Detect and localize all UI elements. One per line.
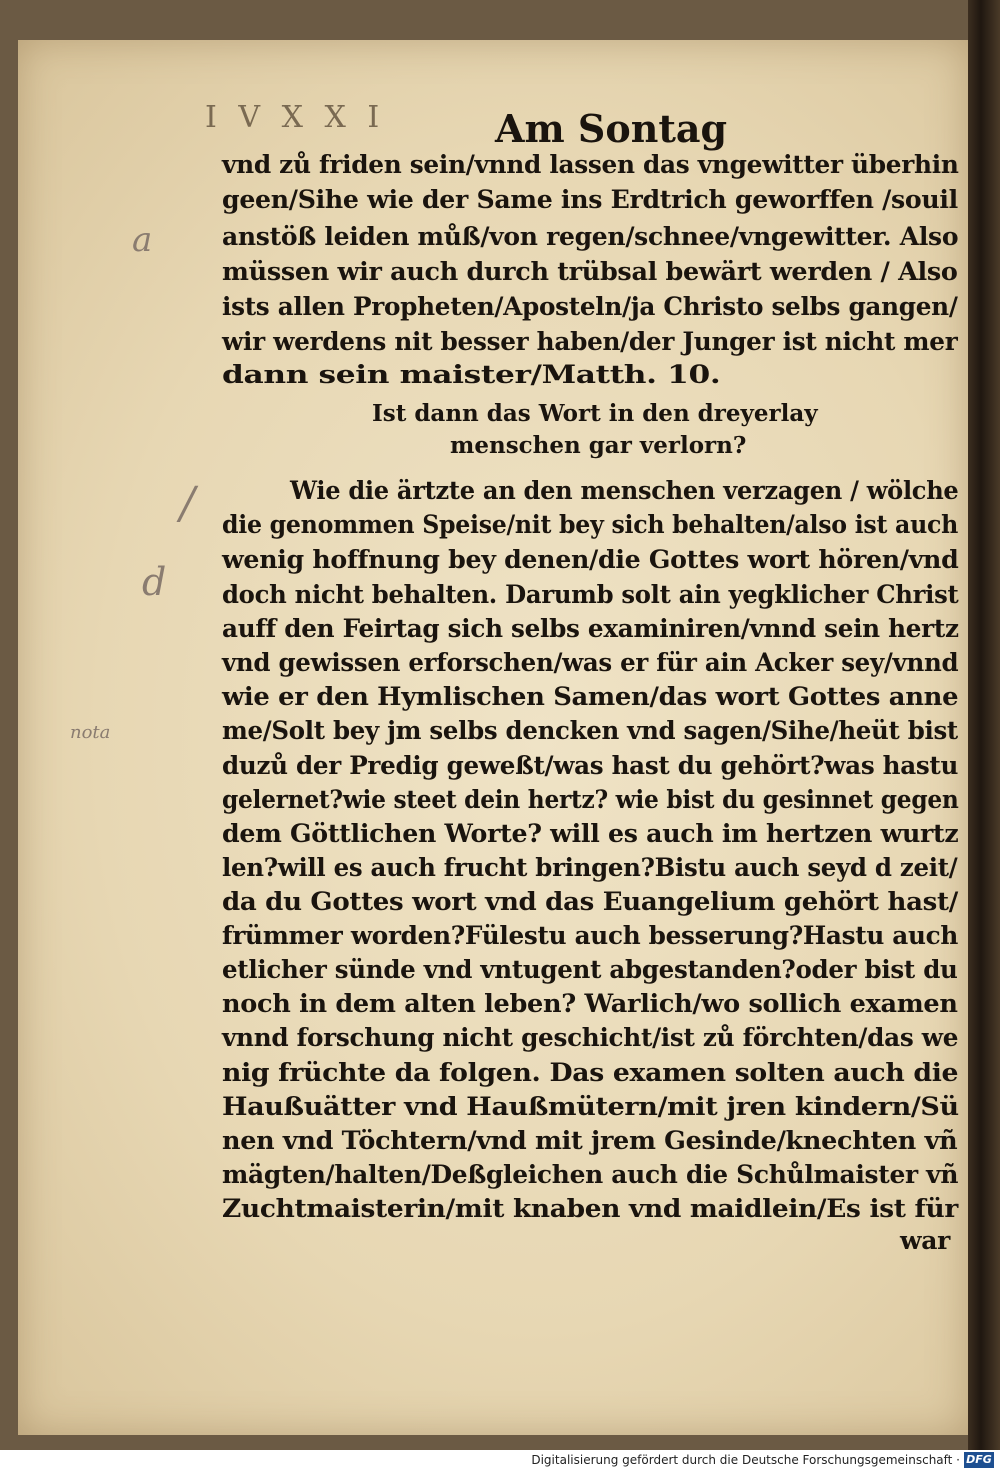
book-binding-edge [968,0,1000,1450]
section-heading-line-1: Ist dann das Wort in den dreyerlay [372,400,818,427]
text-line: auff den Feirtag sich selbs examiniren/vnnd sein hertz [222,614,959,643]
text-line: dem Göttlichen Worte? will es auch im hertzen wurtz [222,819,959,848]
text-line: die genommen Speise/nit bey sich behalten/also ist auch [222,510,959,539]
text-line: Zuchtmaisterin/mit knaben vnd maidlein/Es ist für [222,1194,959,1223]
text-line: vnnd forschung nicht geschicht/ist zů förchten/das we [222,1023,959,1052]
text-line: wenig hoffnung bey denen/die Gottes wort hören/vnd [222,545,959,574]
text-line: frümmer worden?Fülestu auch besserung?Hastu auch [222,921,959,950]
text-line: da du Gottes wort vnd das Euangelium gehört hast/ [222,887,958,916]
section-heading-line-2: menschen gar verlorn? [450,432,747,459]
text-line: me/Solt bey jm selbs dencken vnd sagen/Sihe/heüt bist [222,716,958,745]
text-line: anstöß leiden můß/von regen/schnee/vngewitter. Also [222,222,959,251]
text-line: noch in dem alten leben? Warlich/wo sollich examen [222,989,958,1018]
text-line: vnd zů friden sein/vnnd lassen das vngewitter überhin [222,150,959,179]
text-line: müssen wir auch durch trübsal bewärt werden / Also [222,257,958,286]
text-line: wir werdens nit besser haben/der Junger ist nicht mer [222,327,958,356]
margin-note-d: d [142,560,167,604]
folio-number: I V X X I [205,100,386,135]
text-line: duzů der Predig geweßt/was hast du gehört?was hastu [222,751,959,780]
text-line: doch nicht behalten. Darumb solt ain yegklicher Christ [222,580,959,609]
text-line: ists allen Propheten/Aposteln/ja Christo selbs gangen/ [222,292,958,321]
margin-note-nota: nota [70,722,111,743]
margin-note-slash: / [180,478,195,529]
text-line: etlicher sünde vnd vntugent abgestanden?oder bist du [222,955,958,984]
margin-note-a: a [132,220,153,260]
funding-notice: Digitalisierung gefördert durch die Deutsche Forschungsgemeinschaft · [531,1453,960,1467]
text-line: nig früchte da folgen. Das examen solten auch die [222,1058,959,1087]
footer-bar [0,1450,1000,1472]
text-line: mägten/halten/Deßgleichen auch die Schůlmaister vñ [222,1160,959,1189]
running-head: Am Sontag [495,106,728,151]
text-line: Wie die ärtzte an den menschen verzagen / wölche [290,476,959,505]
text-line: gelernet?wie steet dein hertz? wie bist du gesinnet gegen [222,785,959,814]
text-line: vnd gewissen erforschen/was er für ain Acker sey/vnnd [222,648,959,677]
text-line: wie er den Hymlischen Samen/das wort Gottes anne [222,682,959,711]
text-line: geen/Sihe wie der Same ins Erdtrich geworffen /souil [222,185,958,214]
catchword: war [900,1226,950,1255]
text-line: nen vnd Töchtern/vnd mit jrem Gesinde/knechten vñ [222,1126,958,1155]
dfg-logo: DFG [964,1452,994,1468]
text-line: Haußuätter vnd Haußmütern/mit jren kindern/Sü [222,1092,959,1121]
text-line: len?will es auch frucht bringen?Bistu auch seyd d zeit/ [222,853,958,882]
text-line: dann sein maister/Matth. 10. [222,360,721,389]
